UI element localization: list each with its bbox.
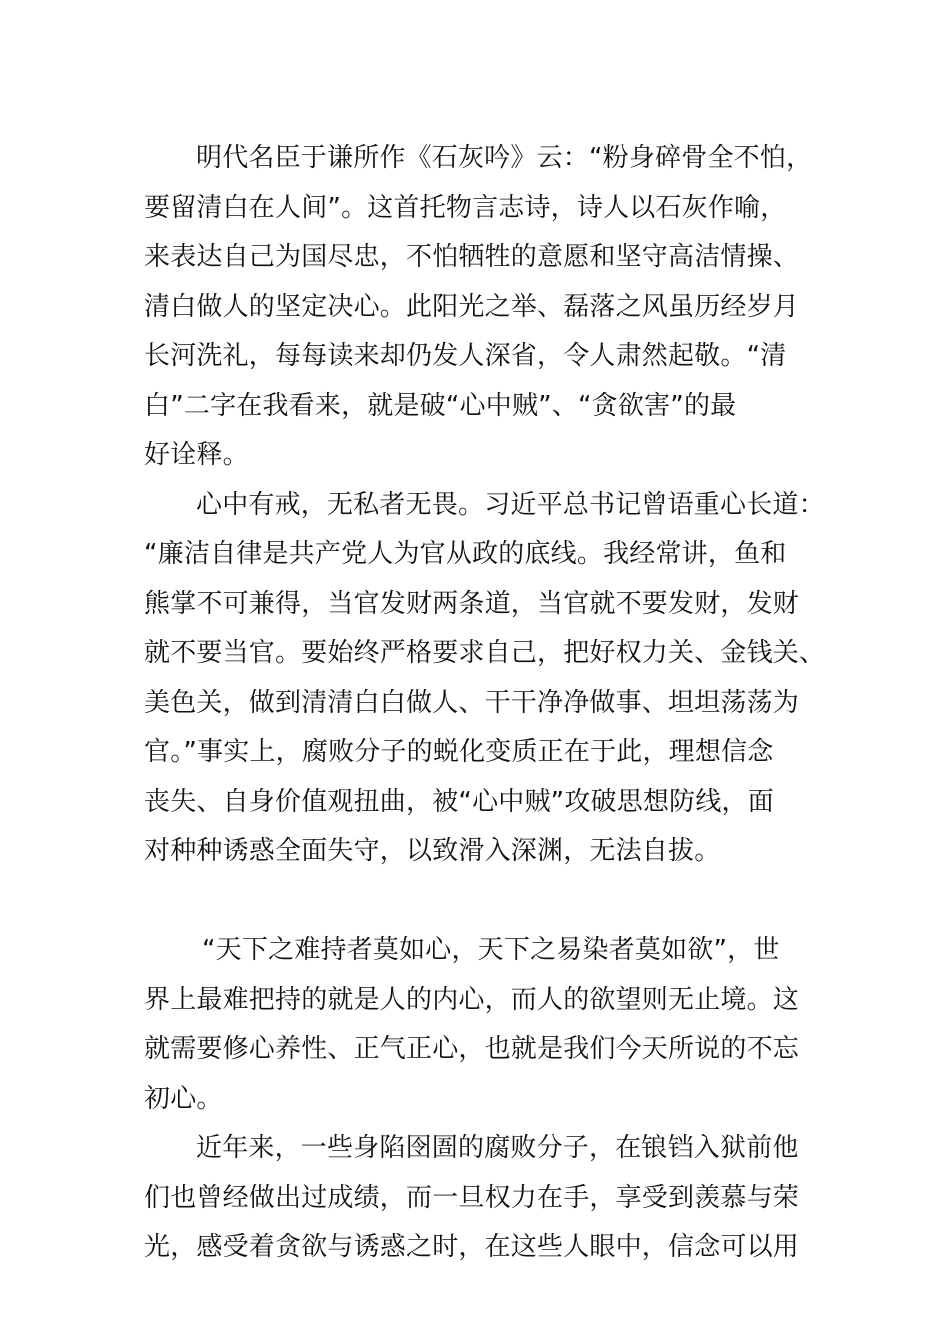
paragraph-4 [144,1124,814,1273]
paragraph-line: 光，感受着贪欲与诱惑之时，在这些人眼中，信念可以用 [144,1232,800,1262]
paragraph-1 [144,134,814,481]
paragraph-line: 初心。 [144,1083,223,1114]
paragraph-2 [144,481,826,927]
paragraph-3 [144,926,814,1124]
document-body [144,134,826,1273]
paragraph-line: 长河洗礼，每每读来却仍发人深省，令人肃然起敬。“清 [144,341,787,371]
paragraph-line: 就需要修心养性、正气正心，也就是我们今天所说的不忘 [144,1034,800,1064]
paragraph-line: 白”二字在我看来，就是破“心中贼”、“贪欲害”的最 [144,390,737,421]
paragraph-line: 要留清白在人间”。这首托物言志诗，诗人以石灰作喻， [144,192,787,223]
paragraph-line: 近年来，一些身陷囹圄的腐败分子，在锒铛入狱前他 [196,1133,799,1163]
paragraph-line: 清白做人的坚定决心。此阳光之举、磊落之风虽历经岁月 [144,291,800,322]
paragraph-line: 官。”事实上，腐败分子的蜕化变质正在于此，理想信念 [144,737,774,767]
paragraph-line: 心中有戒，无私者无畏。习近平总书记曾语重心长道： [196,489,825,520]
paragraph-line: 好诠释。 [144,440,249,470]
paragraph-line: 界上最难把持的就是人的内心，而人的欲望则无止境。这 [144,984,800,1015]
paragraph-line: 们也曾经做出过成绩，而一旦权力在手，享受到羡慕与荣 [144,1182,800,1213]
paragraph-line [144,877,814,927]
paragraph-line: 美色关，做到清清白白做人、干干净净做事、坦坦荡荡为 [144,687,800,718]
paragraph-line: 就不要当官。要始终严格要求自己，把好权力关、金钱关、 [144,638,826,668]
paragraph-line: 熊掌不可兼得，当官发财两条道，当官就不要发财，发财 [144,588,800,619]
paragraph-line: 对种种诱惑全面失守，以致滑入深渊，无法自拔。 [144,836,721,866]
paragraph-line: 明代名臣于谦所作《石灰吟》云：“粉身碎骨全不怕， [196,143,813,173]
paragraph-line: 丧失、自身价值观扭曲，被“心中贼”攻破思想防线，面 [144,786,774,817]
paragraph-line: 来表达自己为国尽忠，不怕牺牲的意愿和坚守高洁情操、 [144,242,800,272]
paragraph-line: “廉洁自律是共产党人为官从政的底线。我经常讲，鱼和 [144,539,787,569]
paragraph-line: “天下之难持者莫如心，天下之易染者莫如欲”，世 [202,935,780,965]
